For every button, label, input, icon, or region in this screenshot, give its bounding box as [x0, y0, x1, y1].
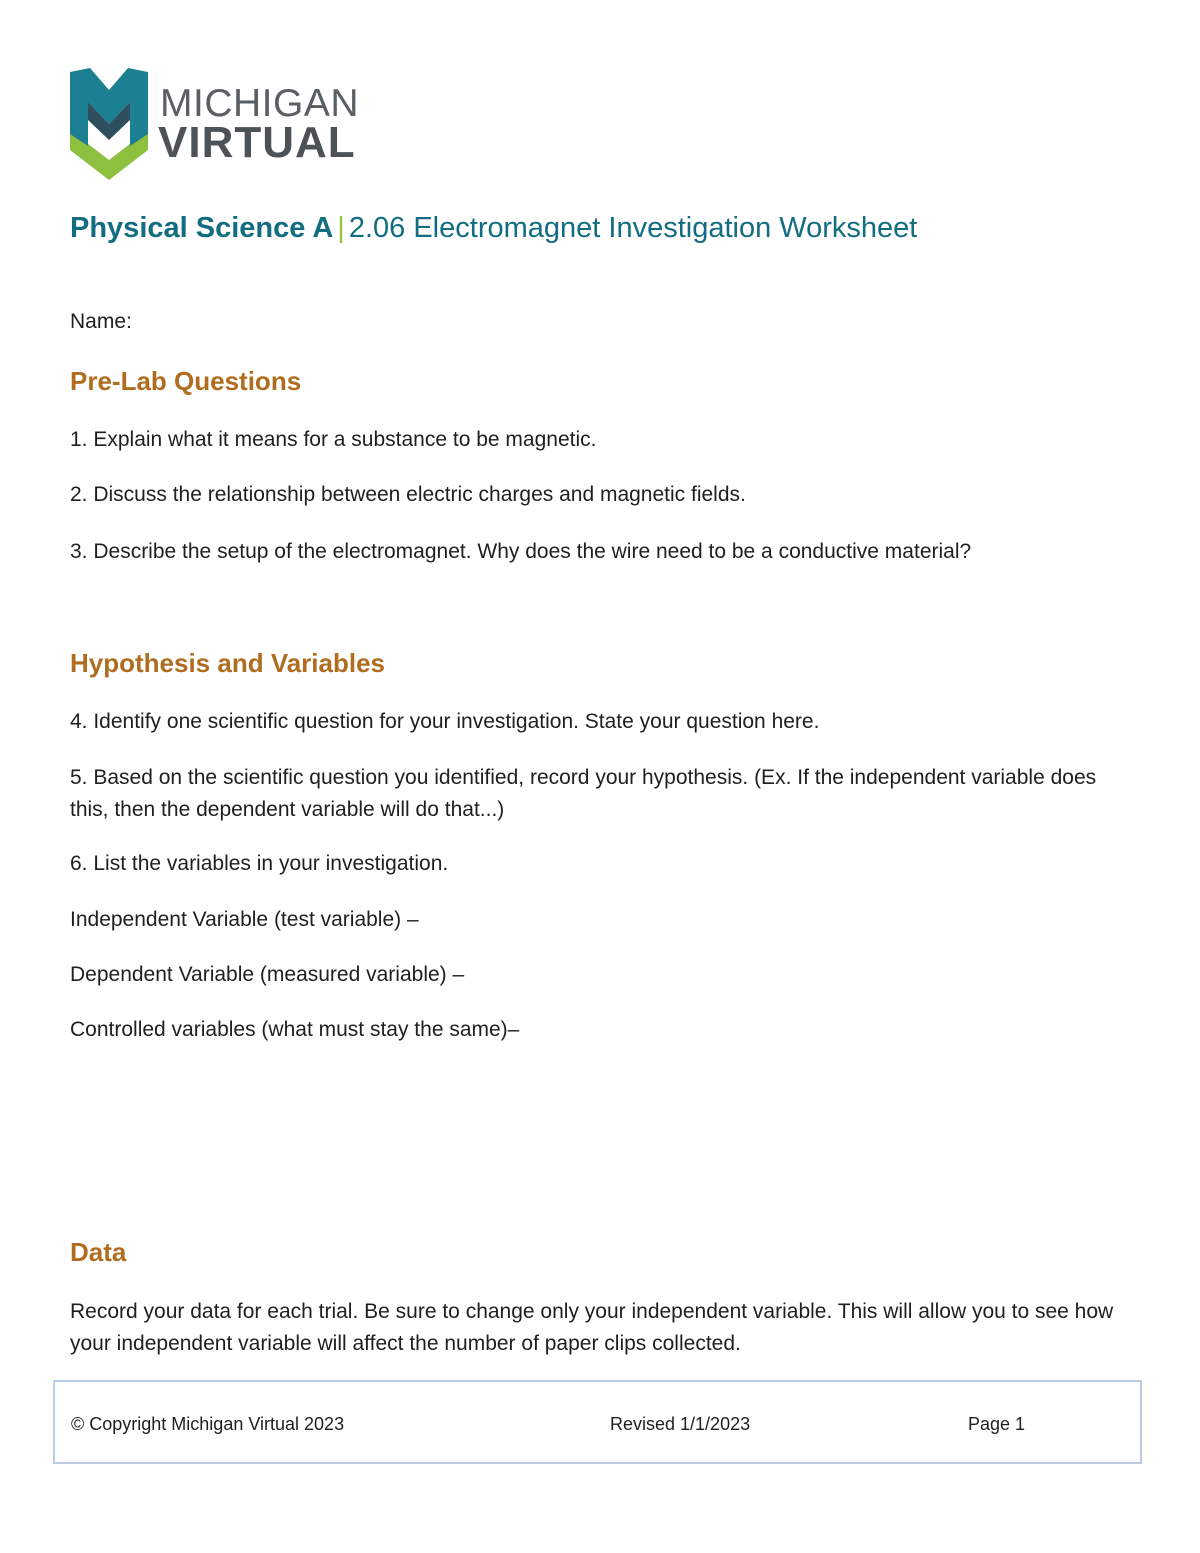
name-label: Name:	[70, 310, 132, 333]
prelab-heading: Pre-Lab Questions	[70, 366, 302, 396]
page-title	[70, 212, 917, 245]
question-1: 1. Explain what it means for a substance to be magnetic.	[70, 428, 597, 451]
page-footer	[53, 1380, 1142, 1464]
data-instructions: Record your data for each trial. Be sure to change only your independent variable. This will allow you to see how your independent variable will affect the number of paper clips collected.	[70, 1300, 1114, 1355]
michigan-virtual-logo	[68, 68, 358, 183]
question-2: 2. Discuss the relationship between electric charges and magnetic fields.	[70, 483, 746, 506]
question-5: 5. Based on the scientific question you identified, record your hypothesis. (Ex. If the independent variable does this, then the dependent variable will do that...)	[70, 766, 1097, 821]
logo-text-michigan: MICHIGAN	[160, 82, 359, 125]
independent-variable-label: Independent Variable (test variable) –	[70, 908, 419, 931]
question-6: 6. List the variables in your investigation.	[70, 852, 449, 875]
course-name: Physical Science A	[70, 212, 334, 244]
dependent-variable-label: Dependent Variable (measured variable) –	[70, 963, 465, 986]
question-3: 3. Describe the setup of the electromagnet. Why does the wire need to be a conductive material?	[70, 540, 972, 563]
question-4: 4. Identify one scientific question for your investigation. State your question here.	[70, 710, 820, 733]
footer-copyright: © Copyright Michigan Virtual 2023	[71, 1414, 345, 1434]
hypothesis-heading: Hypothesis and Variables	[70, 648, 386, 678]
footer-revised-date: Revised 1/1/2023	[610, 1414, 751, 1434]
data-heading: Data	[70, 1237, 127, 1267]
footer-page-number: Page 1	[968, 1414, 1026, 1434]
assignment-name: 2.06 Electromagnet Investigation Worksheet	[348, 212, 918, 244]
logo-m-mark-icon	[68, 68, 150, 180]
controlled-variables-label: Controlled variables (what must stay the same)–	[70, 1018, 520, 1041]
title-separator: |	[337, 212, 345, 244]
logo-text-virtual: VIRTUAL	[158, 118, 356, 167]
